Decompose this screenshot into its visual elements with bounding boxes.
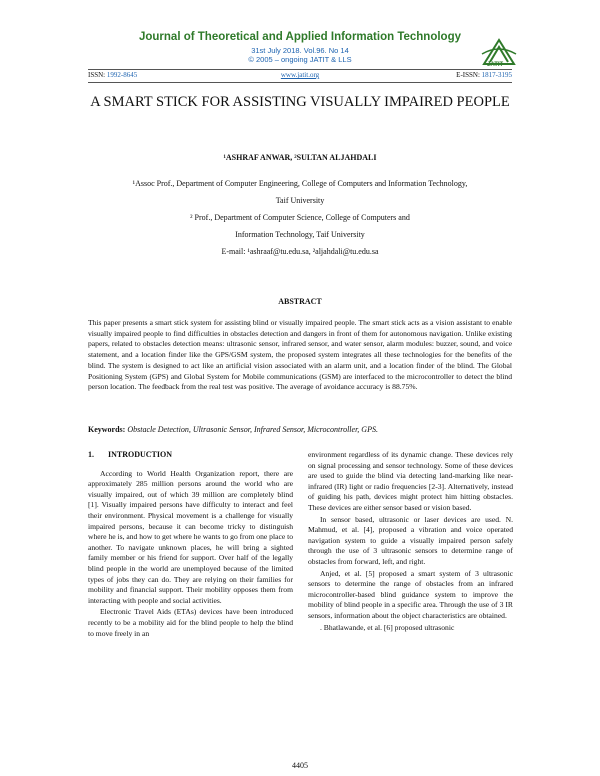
issn: ISSN: 1992-8645	[88, 71, 138, 79]
paragraph: According to World Health Organization report, there are approximately 285 million persons around the world who are visually impaired, out of which 39 million are completely blind [1]. Visually impaired persons have difficulty to interact and feel their environment. Physical movement is a challenge for visually impaired persons, because it can become tricky to distinguish where he is, and how to get where he wants to go from one place to another. To navigate unknown places, he will bring a sighted family member or his friend for support. Over half of the legally blind people in the world are unemployed because of the limited types of jobs they can do. They are relying on their families for mobility and financial support. Their mobility opposes them from interacting with people and social activities.	[88, 468, 293, 605]
header-rule-bottom	[88, 82, 512, 83]
authors: ¹ASHRAF ANWAR, ²SULTAN ALJAHDALI	[223, 153, 377, 162]
paper-title: A SMART STICK FOR ASSISTING VISUALLY IMPAIRED PEOPLE	[90, 94, 510, 110]
abstract-text: This paper presents a smart stick system for assisting blind or visually impaired people. The smart stick acts as a vision assistant to enable visually impaired people to find difficulties in obstacles detection and dangers in front of them for autonomous navigation. Unlike existing papers, related to obstacles detection means: ultrasonic sensor, infrared sensor, and water sensor, alarm modules: buzzer, sound, and voice statement, and a location finder like the GPS/GSM system, the proposed system integrates all these technologies for the benefits of the blind. The system is designed to act like an artificial vision associated with an alarm unit, and a location finder of the blind. The Global Positioning System (GPS) and Global System for Mobile communications (GSM) are interfaced to the microcontroller to detect the blind person location. The feedback from the real test was positive. The average of avoidance accuracy is 88.75%.	[88, 318, 512, 392]
intro-left-column	[88, 450, 293, 640]
issn-row	[88, 71, 512, 81]
affiliation-1-line-1: ¹Assoc Prof., Department of Computer Engineering, College of Computers and Information Technology,	[132, 179, 468, 188]
journal-website-link[interactable]: www.jatit.org	[280, 71, 320, 79]
affiliation-2-line-2: Information Technology, Taif University	[235, 230, 365, 239]
email: E-mail: ¹ashraaf@tu.edu.sa, ²aljahdali@tu.edu.sa	[221, 247, 379, 256]
paragraph: . Bhatlawande, et al. [6] proposed ultrasonic	[320, 622, 455, 632]
keywords	[88, 425, 512, 434]
keywords-list: Obstacle Detection, Ultrasonic Sensor, Infrared Sensor, Microcontroller, GPS.	[127, 425, 378, 434]
intro-right-column	[308, 450, 513, 634]
affiliation-2-line-1: ² Prof., Department of Computer Science, College of Computers and	[190, 213, 410, 222]
logo-text: JATIT	[487, 62, 504, 68]
abstract-heading: ABSTRACT	[278, 297, 322, 306]
affiliation-1-line-2: Taif University	[275, 196, 325, 205]
paragraph: Anjed, et al. [5] proposed a smart system of 3 ultrasonic sensors to determine the range of obstacles from an infrared microcontroller-based blind guidance system to improve the mobility of blind people in a specific area. Through the use of 3 IR sensors, information about the object characteristics are obtained.	[308, 568, 513, 620]
page-number: 4405	[292, 761, 308, 770]
section-heading: 1. INTRODUCTION	[88, 450, 173, 459]
paragraph: In sensor based, ultrasonic or laser devices are used. N. Mahmud, et al. [4], proposed a vibration and voice operated navigation system to guide a visually impaired person safely through the use of 3 ultrasonic sensors to determine range of obstacles from forward, left, and right.	[308, 514, 513, 566]
header-rule-top	[88, 69, 512, 70]
paragraph: Electronic Travel Aids (ETAs) devices have been introduced recently to be a mobility aid for the blind people to help the blind to move freely in an	[88, 607, 293, 638]
journal-copyright: © 2005 – ongoing JATIT & LLS	[248, 55, 352, 64]
paragraph: environment regardless of its dynamic change. These devices rely on signal processing and sensor technology. Some of these devices are used to guide the blind via detecting land-marking like near-infrared (IR) light or radio frequencies [2-3]. Alternatively, instead of guiding his path, devices might protect him hitting obstacles. These devices are either sensor based or vision based.	[308, 450, 513, 512]
eissn: E-ISSN: 1817-3195	[456, 71, 512, 79]
journal-title: Journal of Theoretical and Applied Information Technology	[138, 31, 462, 43]
keywords-label: Keywords:	[88, 425, 126, 434]
journal-issue: 31st July 2018. Vol.96. No 14	[251, 46, 349, 55]
